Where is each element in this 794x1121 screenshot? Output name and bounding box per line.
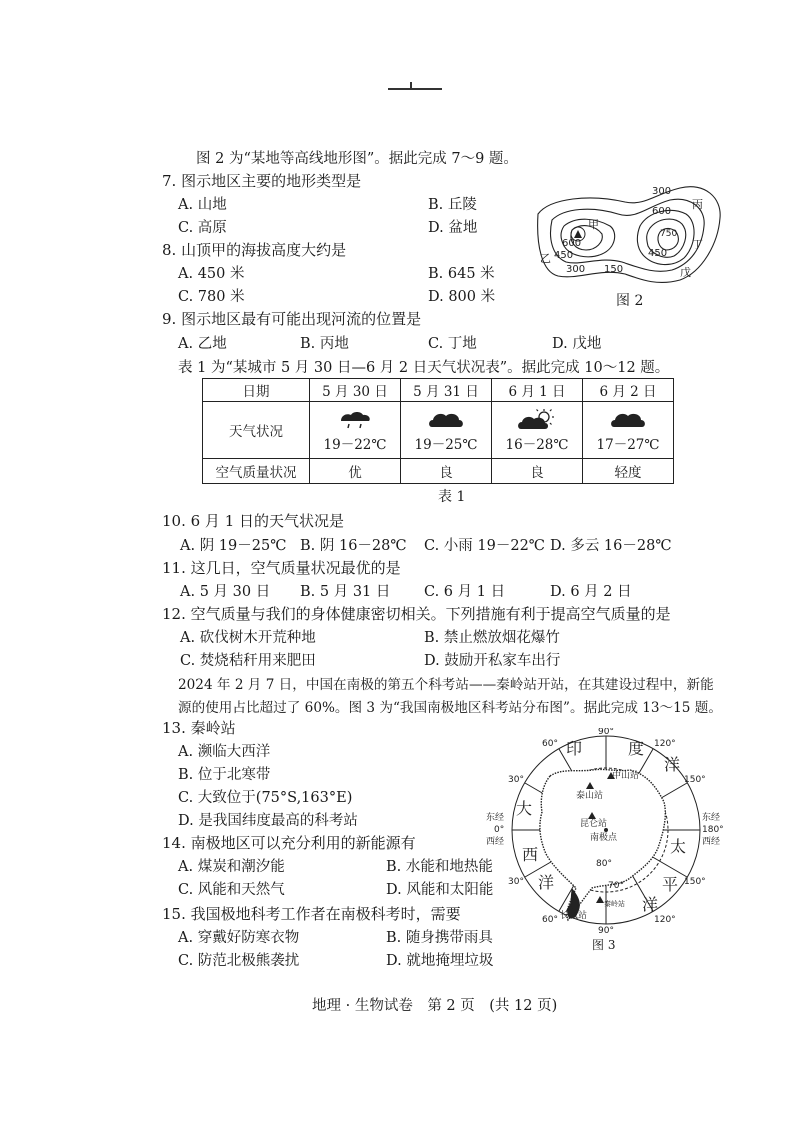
lat-label-70: 70° [608,881,624,891]
contour-map-figure [530,176,735,306]
overcast-icon [426,409,466,431]
q13-stem: 13. 秦岭站 [162,719,236,737]
q12-option-b[interactable]: B. 禁止燃放烟花爆竹 [424,630,560,646]
q9-option-c[interactable]: C. 丁地 [428,336,477,352]
ocean-da: 大 [516,799,533,818]
lon-east-right: 东经 [702,813,721,823]
q14-option-d[interactable]: D. 风能和太阳能 [386,882,494,898]
q12-option-a[interactable]: A. 砍伐树木开荒种地 [180,630,316,646]
deg-label-150-rb: 150° [684,877,706,887]
q15-option-d[interactable]: D. 就地掩埋垃圾 [386,953,494,969]
weather-cell-2 [401,402,492,459]
q8-option-c[interactable]: C. 780 米 [178,289,245,305]
table1-caption: 表 1 [438,489,466,505]
q14-option-a[interactable]: A. 煤炭和潮汐能 [178,859,285,875]
deg-label-150-r: 150° [684,775,706,785]
q7-option-d[interactable]: D. 盆地 [428,220,478,236]
air-cell-4: 轻度 [583,459,674,484]
label-ding: 丁 [692,238,703,251]
deg-label-60-bl: 60° [542,915,558,925]
q14-option-b[interactable]: B. 水能和地热能 [386,859,493,875]
q9-option-d[interactable]: D. 戊地 [552,336,602,352]
row-header-air: 空气质量状况 [203,459,310,484]
lon-west-left: 西经 [486,837,505,847]
weather-table [202,378,674,484]
q14-option-c[interactable]: C. 风能和天然气 [178,882,285,898]
q14-stem: 14. 南极地区可以充分利用的新能源有 [162,834,416,852]
intro-table1: 表 1 为“某城市 5 月 30 日—6 月 2 日天气状况表”。据此完成 10～12 题。 [178,360,670,376]
q10-option-d[interactable]: D. 多云 16－28℃ [550,538,672,554]
q7-option-c[interactable]: C. 高原 [178,220,227,236]
qinling-station-icon [596,896,604,903]
ocean-tai: 太 [670,837,687,856]
date-cell-1: 5 月 30 日 [310,379,401,402]
temp-cell-3: 16－28℃ [505,437,569,453]
label-zhongshan-station: 中山站 [612,771,640,781]
label-taishan-station: 泰山站 [576,791,604,801]
label-qinling-station: 秦岭站 [604,900,625,908]
q11-option-c[interactable]: C. 6 月 1 日 [424,584,506,600]
q13-option-d[interactable]: D. 是我国纬度最高的科考站 [178,813,358,829]
lon-west-right: 西经 [702,837,721,847]
label-kunlun-station: 昆仑站 [580,819,608,829]
ocean-du: 度 [628,739,645,758]
q15-option-c[interactable]: C. 防范北极熊袭扰 [178,953,300,969]
weather-cell-1 [310,402,401,459]
lon-east-left: 东经 [486,813,505,823]
deg-label-60-tl: 60° [542,739,558,749]
q13-option-c[interactable]: C. 大致位于(75°S,163°E) [178,790,353,806]
deg-label-30-l: 30° [508,775,524,785]
overcast-icon [608,409,648,431]
page-footer: 地理 · 生物试卷 第 2 页 (共 12 页) [312,998,558,1014]
air-cell-3: 良 [492,459,583,484]
temp-cell-2: 19－25℃ [414,437,478,453]
label-bing: 丙 [692,198,703,211]
q12-option-c[interactable]: C. 焚烧秸秆用来肥田 [180,653,316,669]
deg-label-90-bottom: 90° [598,926,614,936]
peak-jia-icon [574,230,582,238]
q11-option-b[interactable]: B. 5 月 31 日 [300,584,391,600]
intro-fig3-line2: 源的使用占比超过了 60%。图 3 为“我国南极地区科考站分布图”。据此完成 13～15 题。 [178,700,722,716]
q11-stem: 11. 这几日，空气质量状况最优的是 [162,559,401,577]
label-450-right: 450 [648,248,668,259]
q9-option-a[interactable]: A. 乙地 [178,336,227,352]
q10-option-c[interactable]: C. 小雨 19－22℃ [424,538,546,554]
row-header-weather: 天气状况 [203,402,310,459]
weather-cell-3 [492,402,583,459]
deg-label-90-top: 90° [598,728,614,737]
q10-stem: 10. 6 月 1 日的天气状况是 [162,512,345,530]
label-450-left: 450 [554,250,574,261]
ocean-ping: 平 [662,875,679,894]
top-mark-line [388,88,442,90]
q11-option-a[interactable]: A. 5 月 30 日 [180,584,271,600]
deg-label-30-lb: 30° [508,877,524,887]
label-jia: 甲 [588,218,599,231]
label-wu: 戊 [680,266,691,279]
ocean-yang-1: 洋 [664,755,681,774]
q7-option-b[interactable]: B. 丘陵 [428,197,477,213]
light-rain-icon [335,409,375,431]
q15-option-b[interactable]: B. 随身携带雨具 [386,930,493,946]
deg-label-120-tr: 120° [654,739,676,749]
antarctic-station-map [480,728,730,953]
date-cell-4: 6 月 2 日 [583,379,674,402]
ocean-yang-3: 洋 [642,895,659,914]
q13-option-a[interactable]: A. 濒临大西洋 [178,744,271,760]
q10-option-b[interactable]: B. 阴 16－28℃ [300,538,407,554]
label-150: 150 [604,264,624,275]
row-header-date: 日期 [203,379,310,402]
q8-stem: 8. 山顶甲的海拔高度大约是 [162,241,347,259]
q12-stem: 12. 空气质量与我们的身体健康密切相关。下列措施有利于提高空气质量的是 [162,605,671,623]
label-750: 750 [660,229,678,239]
deg-label-120-br: 120° [654,915,676,925]
ocean-xi: 西 [522,845,539,864]
q12-option-d[interactable]: D. 鼓励开私家车出行 [424,653,561,669]
label-600-left: 600 [562,238,582,249]
fig2-caption: 图 2 [616,293,644,309]
weather-cell-4 [583,402,674,459]
date-cell-3: 6 月 1 日 [492,379,583,402]
temp-cell-1: 19－22℃ [323,437,387,453]
lat-label-80: 80° [596,859,612,869]
q15-stem: 15. 我国极地科考工作者在南极科考时，需要 [162,905,461,923]
air-cell-1: 优 [310,459,401,484]
intro-fig3-line1: 2024 年 2 月 7 日，中国在南极的第五个科考站——秦岭站开站，在其建设过程中，新能 [178,677,714,693]
ocean-yang-2: 洋 [538,873,555,892]
q9-stem: 9. 图示地区最有可能出现河流的位置是 [162,310,422,328]
label-300-bottom: 300 [566,264,586,275]
deg-label-180: 180° [702,825,724,835]
label-south-pole: 南极点 [590,833,618,843]
label-yi: 乙 [540,252,551,265]
deg-label-0: 0° [494,825,505,835]
air-cell-2: 良 [401,459,492,484]
label-changcheng-station: 长城站 [560,911,588,921]
date-cell-2: 5 月 31 日 [401,379,492,402]
q7-stem: 7. 图示地区主要的地形类型是 [162,172,362,190]
q8-option-d[interactable]: D. 800 米 [428,289,496,305]
q9-option-b[interactable]: B. 丙地 [300,336,349,352]
top-mark-tick [410,82,412,89]
intro-fig2: 图 2 为“某地等高线地形图”。据此完成 7～9 题。 [196,151,518,167]
label-600-right: 600 [652,206,672,217]
partly-cloudy-icon [517,409,557,431]
ocean-yin: 印 [566,739,583,758]
fig3-caption: 图 3 [592,938,616,952]
q15-option-a[interactable]: A. 穿戴好防寒衣物 [178,930,300,946]
q8-option-b[interactable]: B. 645 米 [428,266,495,282]
label-300-top: 300 [652,186,672,197]
q7-option-a[interactable]: A. 山地 [178,197,227,213]
temp-cell-4: 17－27℃ [596,437,660,453]
q13-option-b[interactable]: B. 位于北寒带 [178,767,271,783]
q8-option-a[interactable]: A. 450 米 [178,266,245,282]
q11-option-d[interactable]: D. 6 月 2 日 [550,584,632,600]
q10-option-a[interactable]: A. 阴 19－25℃ [180,538,287,554]
